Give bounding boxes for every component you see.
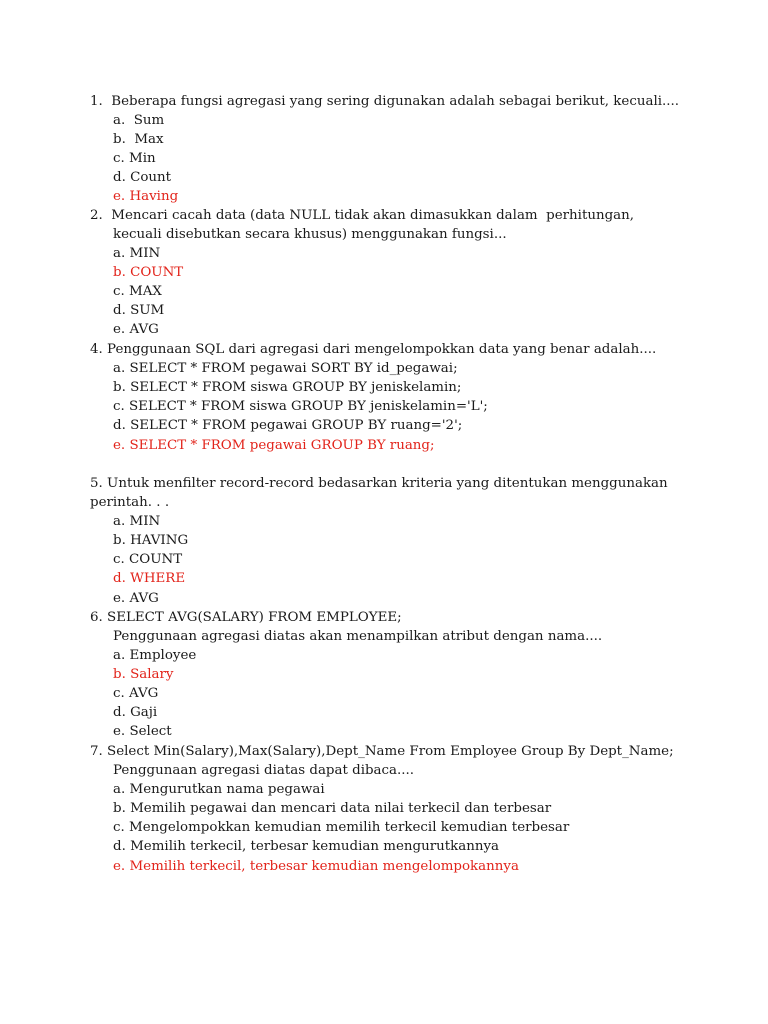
- question-6-option-c: c. AVG: [113, 686, 159, 701]
- question-2-option-b-answer: b. COUNT: [113, 265, 184, 280]
- question-2-option-c: c. MAX: [113, 284, 162, 299]
- question-7-option-e-answer: e. Memilih terkecil, terbesar kemudian mengelompokannya: [113, 859, 519, 874]
- question-4-option-d: d. SELECT * FROM pegawai GROUP BY ruang='2';: [113, 418, 463, 433]
- question-7-option-c: c. Mengelompokkan kemudian memilih terkecil kemudian terbesar: [113, 820, 570, 835]
- question-7-option-b: b. Memilih pegawai dan mencari data nilai terkecil dan terbesar: [113, 801, 552, 816]
- question-5-option-e: e. AVG: [113, 591, 159, 606]
- question-7-stem-line2: Penggunaan agregasi diatas dapat dibaca....: [113, 763, 415, 778]
- question-1-option-a: a. Sum: [113, 113, 165, 128]
- question-4-option-a: a. SELECT * FROM pegawai SORT BY id_pegawai;: [113, 361, 458, 376]
- question-6-option-a: a. Employee: [113, 648, 197, 663]
- question-6-stem-line2: Penggunaan agregasi diatas akan menampilkan atribut dengan nama....: [113, 629, 603, 644]
- question-7-option-d: d. Memilih terkecil, terbesar kemudian mengurutkannya: [113, 839, 500, 854]
- question-1-option-c: c. Min: [113, 151, 156, 166]
- question-5-stem-line1: 5. Untuk menfilter record-record bedasarkan kriteria yang ditentukan menggunakan: [90, 476, 668, 491]
- question-4-option-e-answer: e. SELECT * FROM pegawai GROUP BY ruang;: [113, 438, 435, 453]
- question-2-option-d: d. SUM: [113, 303, 165, 318]
- question-4-stem: 4. Penggunaan SQL dari agregasi dari mengelompokkan data yang benar adalah....: [90, 342, 657, 357]
- question-6-option-d: d. Gaji: [113, 705, 158, 720]
- question-1-option-b: b. Max: [113, 132, 164, 147]
- question-2-stem-line2: kecuali disebutkan secara khusus) menggunakan fungsi...: [113, 227, 507, 242]
- question-7-option-a: a. Mengurutkan nama pegawai: [113, 782, 325, 797]
- question-4-option-b: b. SELECT * FROM siswa GROUP BY jeniskelamin;: [113, 380, 462, 395]
- question-5-option-a: a. MIN: [113, 514, 161, 529]
- question-6-option-e: e. Select: [113, 724, 172, 739]
- question-4-option-c: c. SELECT * FROM siswa GROUP BY jeniskelamin='L';: [113, 399, 488, 414]
- question-2-option-e: e. AVG: [113, 322, 159, 337]
- question-6-stem-line1: 6. SELECT AVG(SALARY) FROM EMPLOYEE;: [90, 610, 402, 625]
- question-5-option-c: c. COUNT: [113, 552, 183, 567]
- question-5-option-d-answer: d. WHERE: [113, 571, 186, 586]
- question-2-option-a: a. MIN: [113, 246, 161, 261]
- question-1-stem: 1. Beberapa fungsi agregasi yang sering digunakan adalah sebagai berikut, kecuali....: [90, 94, 680, 109]
- question-7-stem-line1: 7. Select Min(Salary),Max(Salary),Dept_Name From Employee Group By Dept_Name;: [90, 744, 674, 759]
- question-2-stem-line1: 2. Mencari cacah data (data NULL tidak akan dimasukkan dalam perhitungan,: [90, 208, 635, 223]
- question-1-option-e-answer: e. Having: [113, 189, 179, 204]
- question-1-option-d: d. Count: [113, 170, 172, 185]
- question-6-option-b-answer: b. Salary: [113, 667, 174, 682]
- question-5-stem-line2: perintah. . .: [90, 495, 170, 510]
- question-5-option-b: b. HAVING: [113, 533, 189, 548]
